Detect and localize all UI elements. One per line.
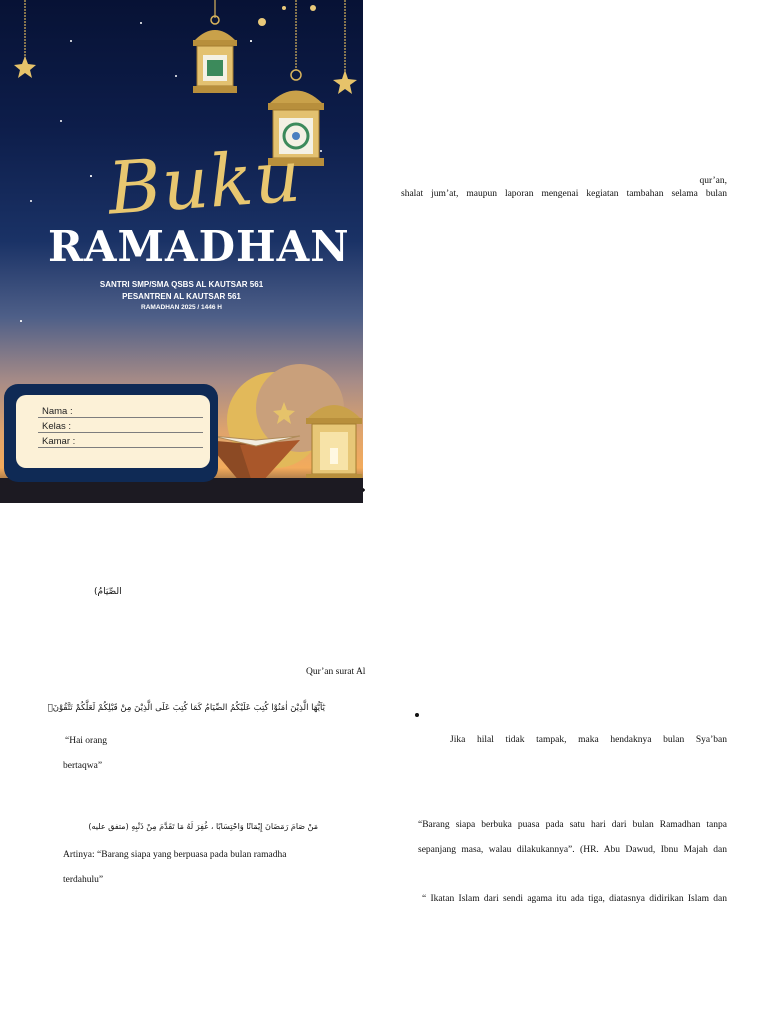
hadith-line1: “Barang siapa berbuka puasa pada satu hari dari bulan Ramadhan tanpa (418, 820, 727, 830)
cover-script-title: Buku (105, 133, 304, 231)
hilal-line: Jika hilal tidak tampak, maka hendaknya bulan Sya’ban (450, 735, 727, 745)
nama-label: Nama : (42, 406, 73, 417)
translation-start: “Hai orang (65, 736, 107, 746)
cover-subtitle-3: RAMADHAN 2025 / 1446 H (141, 304, 222, 311)
artinya-line2: terdahulu” (63, 875, 104, 885)
hadith-arabic: مَنْ صَامَ رَمَضَانَ إِيْمَانًا وَاحْتِسَابًا ، غُفِرَ لَهُ مَا تَقَدَّمَ مِنْ ذَنْبِهِ (متفق عليه) (88, 822, 318, 831)
lantern-icon (193, 0, 237, 93)
kelas-line (38, 432, 203, 433)
bullet-point (415, 713, 419, 717)
book-cover (0, 0, 363, 503)
star-ornament-icon (14, 56, 36, 78)
cover-main-title: RAMADHAN (48, 222, 350, 271)
quran-reference: Qur’an surat Al (306, 667, 366, 677)
arabic-fragment: (الصِّيَامُ (94, 587, 122, 597)
name-card (4, 384, 218, 482)
nama-line (38, 417, 203, 418)
hadith-line2: sepanjang masa, walau dilakukannya”. (HR. Abu Dawud, Ibnu Majah dan (418, 845, 727, 855)
artinya-line1: Artinya: “Barang siapa yang berpuasa pada bulan ramadha (63, 850, 287, 860)
cover-subtitle-1: SANTRI SMP/SMA QSBS AL KAUTSAR 561 (99, 280, 264, 289)
kamar-label: Kamar : (42, 436, 76, 447)
name-card-form (16, 395, 210, 468)
lantern-icon (306, 405, 362, 482)
right-top-line2: shalat jum’at, maupun laporan mengenai kegiatan tambahan selama bulan (401, 189, 727, 199)
cover-subtitle-2: PESANTREN AL KAUTSAR 561 (122, 292, 241, 301)
ikatan-line: “ Ikatan Islam dari sendi agama itu ada tiga, diatasnya didirikan Islam dan (422, 894, 727, 904)
kelas-label: Kelas : (42, 421, 72, 432)
kamar-line (38, 447, 203, 448)
translation-end: bertaqwa” (63, 761, 103, 771)
ayah-arabic: يٰٓاَيُّهَا الَّذِيْنَ اٰمَنُوْا كُتِبَ عَلَيْكُمُ الصِّيَامُ كَمَا كُتِبَ عَلَى الَّذِيْنَ مِنْ قَبْلِكُمْ لَعَلَّكُمْ تَتَّقُوْنَۙ (47, 703, 325, 713)
right-top-line1: qur’an, (699, 176, 727, 186)
star-ornament-icon (333, 70, 357, 94)
